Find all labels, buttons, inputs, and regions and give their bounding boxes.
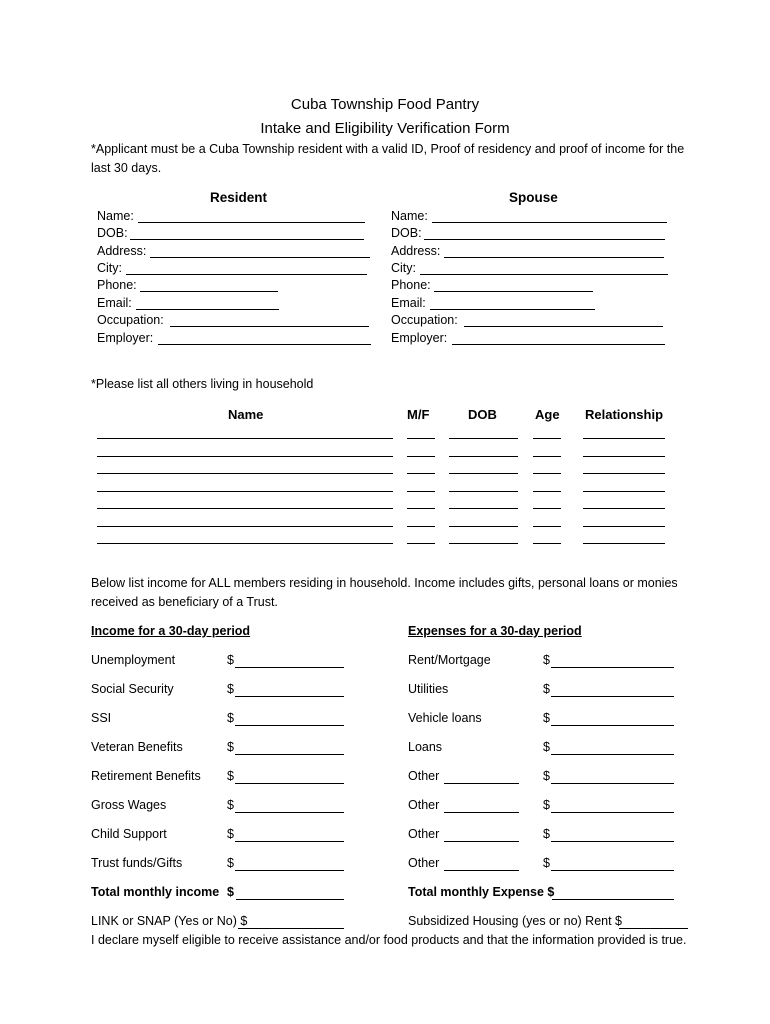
household-age-field[interactable] bbox=[533, 526, 561, 527]
expense-row-label: Other bbox=[408, 769, 440, 783]
income-row-label: Social Security bbox=[91, 682, 174, 696]
resident-occupation-field[interactable] bbox=[170, 326, 369, 327]
income-row-label: Child Support bbox=[91, 827, 167, 841]
expense-row-label: Utilities bbox=[408, 682, 449, 696]
household-sex-field[interactable] bbox=[407, 508, 435, 509]
total-income-dollar: $ bbox=[227, 885, 234, 899]
household-sex-field[interactable] bbox=[407, 526, 435, 527]
household-note: *Please list all others living in household bbox=[91, 377, 314, 391]
eligibility-note-line1: *Applicant must be a Cuba Township resident with a valid ID, Proof of residency and proof of income for the bbox=[91, 142, 685, 156]
expense-row-label: Rent/Mortgage bbox=[408, 653, 491, 667]
household-age-field[interactable] bbox=[533, 473, 561, 474]
household-dob-field[interactable] bbox=[449, 438, 518, 439]
total-income-field[interactable] bbox=[236, 899, 344, 900]
household-relationship-field[interactable] bbox=[583, 491, 665, 492]
household-col-sex: M/F bbox=[407, 407, 430, 422]
resident-name-label: Name: bbox=[97, 209, 134, 223]
expense-dollar-sign: $ bbox=[543, 856, 550, 870]
income-note-line1: Below list income for ALL members residing in household. Income includes gifts, personal loans or monies bbox=[91, 576, 678, 590]
expense-amount-field[interactable] bbox=[551, 696, 674, 697]
housing-label: Subsidized Housing (yes or no) Rent $ bbox=[408, 914, 623, 928]
spouse-occupation-field[interactable] bbox=[464, 326, 663, 327]
household-name-field[interactable] bbox=[97, 543, 393, 544]
household-sex-field[interactable] bbox=[407, 456, 435, 457]
expense-dollar-sign: $ bbox=[543, 682, 550, 696]
spouse-occupation-label: Occupation: bbox=[391, 313, 458, 327]
household-relationship-field[interactable] bbox=[583, 438, 665, 439]
household-name-field[interactable] bbox=[97, 491, 393, 492]
income-amount-field[interactable] bbox=[235, 696, 344, 697]
resident-employer-label: Employer: bbox=[97, 331, 154, 345]
spouse-email-label: Email: bbox=[391, 296, 426, 310]
household-col-dob: DOB bbox=[468, 407, 497, 422]
income-dollar-sign: $ bbox=[227, 798, 234, 812]
income-note-line2: received as beneficiary of a Trust. bbox=[91, 595, 278, 609]
income-amount-field[interactable] bbox=[235, 870, 344, 871]
expense-other-description-field[interactable] bbox=[444, 783, 519, 784]
resident-dob-field[interactable] bbox=[130, 239, 364, 240]
total-expense-label: Total monthly Expense $ bbox=[408, 885, 555, 899]
resident-email-label: Email: bbox=[97, 296, 132, 310]
spouse-city-field[interactable] bbox=[420, 274, 668, 275]
resident-address-label: Address: bbox=[97, 244, 147, 258]
total-income-label: Total monthly income bbox=[91, 885, 220, 899]
household-dob-field[interactable] bbox=[449, 526, 518, 527]
spouse-name-label: Name: bbox=[391, 209, 428, 223]
spouse-email-field[interactable] bbox=[430, 309, 595, 310]
spouse-dob-field[interactable] bbox=[424, 239, 665, 240]
expense-dollar-sign: $ bbox=[543, 827, 550, 841]
expense-dollar-sign: $ bbox=[543, 798, 550, 812]
spouse-dob-label: DOB: bbox=[391, 226, 422, 240]
expense-amount-field[interactable] bbox=[551, 754, 674, 755]
income-dollar-sign: $ bbox=[227, 740, 234, 754]
expense-other-description-field[interactable] bbox=[444, 870, 519, 871]
household-relationship-field[interactable] bbox=[583, 526, 665, 527]
housing-rent-field[interactable] bbox=[619, 928, 688, 929]
household-relationship-field[interactable] bbox=[583, 473, 665, 474]
household-col-relationship: Relationship bbox=[585, 407, 664, 422]
income-amount-field[interactable] bbox=[235, 725, 344, 726]
spouse-city-label: City: bbox=[391, 261, 416, 275]
spouse-employer-field[interactable] bbox=[452, 344, 665, 345]
expense-amount-field[interactable] bbox=[551, 667, 674, 668]
expense-other-description-field[interactable] bbox=[444, 812, 519, 813]
household-relationship-field[interactable] bbox=[583, 456, 665, 457]
snap-label: LINK or SNAP (Yes or No) $ bbox=[91, 914, 248, 928]
form-subtitle: Intake and Eligibility Verification Form bbox=[260, 120, 510, 137]
household-age-field[interactable] bbox=[533, 456, 561, 457]
expense-amount-field[interactable] bbox=[551, 841, 674, 842]
income-dollar-sign: $ bbox=[227, 856, 234, 870]
eligibility-note-line2: last 30 days. bbox=[91, 161, 162, 175]
household-age-field[interactable] bbox=[533, 508, 561, 509]
income-heading: Income for a 30-day period bbox=[91, 624, 251, 638]
household-relationship-field[interactable] bbox=[583, 508, 665, 509]
household-name-field[interactable] bbox=[97, 526, 393, 527]
resident-employer-field[interactable] bbox=[158, 344, 371, 345]
household-dob-field[interactable] bbox=[449, 456, 518, 457]
resident-phone-label: Phone: bbox=[97, 278, 137, 292]
expense-dollar-sign: $ bbox=[543, 769, 550, 783]
household-sex-field[interactable] bbox=[407, 438, 435, 439]
expense-other-description-field[interactable] bbox=[444, 841, 519, 842]
household-col-age: Age bbox=[535, 407, 560, 422]
expense-amount-field[interactable] bbox=[551, 783, 674, 784]
income-row-label: Veteran Benefits bbox=[91, 740, 183, 754]
form-title: Cuba Township Food Pantry bbox=[290, 96, 480, 113]
income-row-label: Unemployment bbox=[91, 653, 176, 667]
household-dob-field[interactable] bbox=[449, 508, 518, 509]
household-age-field[interactable] bbox=[533, 491, 561, 492]
household-sex-field[interactable] bbox=[407, 543, 435, 544]
expense-row-label: Other bbox=[408, 827, 440, 841]
household-col-name: Name bbox=[228, 407, 264, 422]
expense-dollar-sign: $ bbox=[543, 740, 550, 754]
spouse-address-label: Address: bbox=[391, 244, 441, 258]
household-age-field[interactable] bbox=[533, 438, 561, 439]
household-name-field[interactable] bbox=[97, 508, 393, 509]
spouse-employer-label: Employer: bbox=[391, 331, 448, 345]
snap-field[interactable] bbox=[238, 928, 344, 929]
expense-dollar-sign: $ bbox=[543, 711, 550, 725]
expenses-heading: Expenses for a 30-day period bbox=[408, 624, 582, 638]
resident-address-field[interactable] bbox=[150, 257, 370, 258]
spouse-address-field[interactable] bbox=[444, 257, 664, 258]
resident-email-field[interactable] bbox=[136, 309, 279, 310]
resident-heading: Resident bbox=[210, 190, 268, 205]
household-dob-field[interactable] bbox=[449, 491, 518, 492]
household-name-field[interactable] bbox=[97, 473, 393, 474]
spouse-name-field[interactable] bbox=[432, 222, 667, 223]
household-age-field[interactable] bbox=[533, 543, 561, 544]
income-dollar-sign: $ bbox=[227, 653, 234, 667]
income-amount-field[interactable] bbox=[235, 783, 344, 784]
expense-amount-field[interactable] bbox=[551, 870, 674, 871]
declaration-text: I declare myself eligible to receive assistance and/or food products and that the information provided is true. bbox=[91, 933, 687, 947]
income-dollar-sign: $ bbox=[227, 827, 234, 841]
income-amount-field[interactable] bbox=[235, 754, 344, 755]
resident-occupation-label: Occupation: bbox=[97, 313, 164, 327]
income-amount-field[interactable] bbox=[235, 841, 344, 842]
income-amount-field[interactable] bbox=[235, 812, 344, 813]
spouse-phone-field[interactable] bbox=[434, 291, 593, 292]
expense-dollar-sign: $ bbox=[543, 653, 550, 667]
income-dollar-sign: $ bbox=[227, 682, 234, 696]
expense-row-label: Loans bbox=[408, 740, 443, 754]
income-amount-field[interactable] bbox=[235, 667, 344, 668]
spouse-heading: Spouse bbox=[509, 190, 558, 205]
income-row-label: SSI bbox=[91, 711, 112, 725]
total-expense-field[interactable] bbox=[552, 899, 674, 900]
resident-city-field[interactable] bbox=[126, 274, 367, 275]
household-name-field[interactable] bbox=[97, 438, 393, 439]
resident-city-label: City: bbox=[97, 261, 122, 275]
resident-phone-field[interactable] bbox=[140, 291, 278, 292]
expense-row-label: Vehicle loans bbox=[408, 711, 482, 725]
spouse-phone-label: Phone: bbox=[391, 278, 431, 292]
household-sex-field[interactable] bbox=[407, 473, 435, 474]
income-dollar-sign: $ bbox=[227, 711, 234, 725]
expense-row-label: Other bbox=[408, 798, 440, 812]
expense-amount-field[interactable] bbox=[551, 812, 674, 813]
household-dob-field[interactable] bbox=[449, 473, 518, 474]
income-row-label: Trust funds/Gifts bbox=[91, 856, 183, 870]
income-dollar-sign: $ bbox=[227, 769, 234, 783]
resident-dob-label: DOB: bbox=[97, 226, 128, 240]
income-row-label: Retirement Benefits bbox=[91, 769, 201, 783]
income-row-label: Gross Wages bbox=[91, 798, 167, 812]
expense-amount-field[interactable] bbox=[551, 725, 674, 726]
household-name-field[interactable] bbox=[97, 456, 393, 457]
resident-name-field[interactable] bbox=[138, 222, 365, 223]
household-relationship-field[interactable] bbox=[583, 543, 665, 544]
household-dob-field[interactable] bbox=[449, 543, 518, 544]
household-sex-field[interactable] bbox=[407, 491, 435, 492]
expense-row-label: Other bbox=[408, 856, 440, 870]
